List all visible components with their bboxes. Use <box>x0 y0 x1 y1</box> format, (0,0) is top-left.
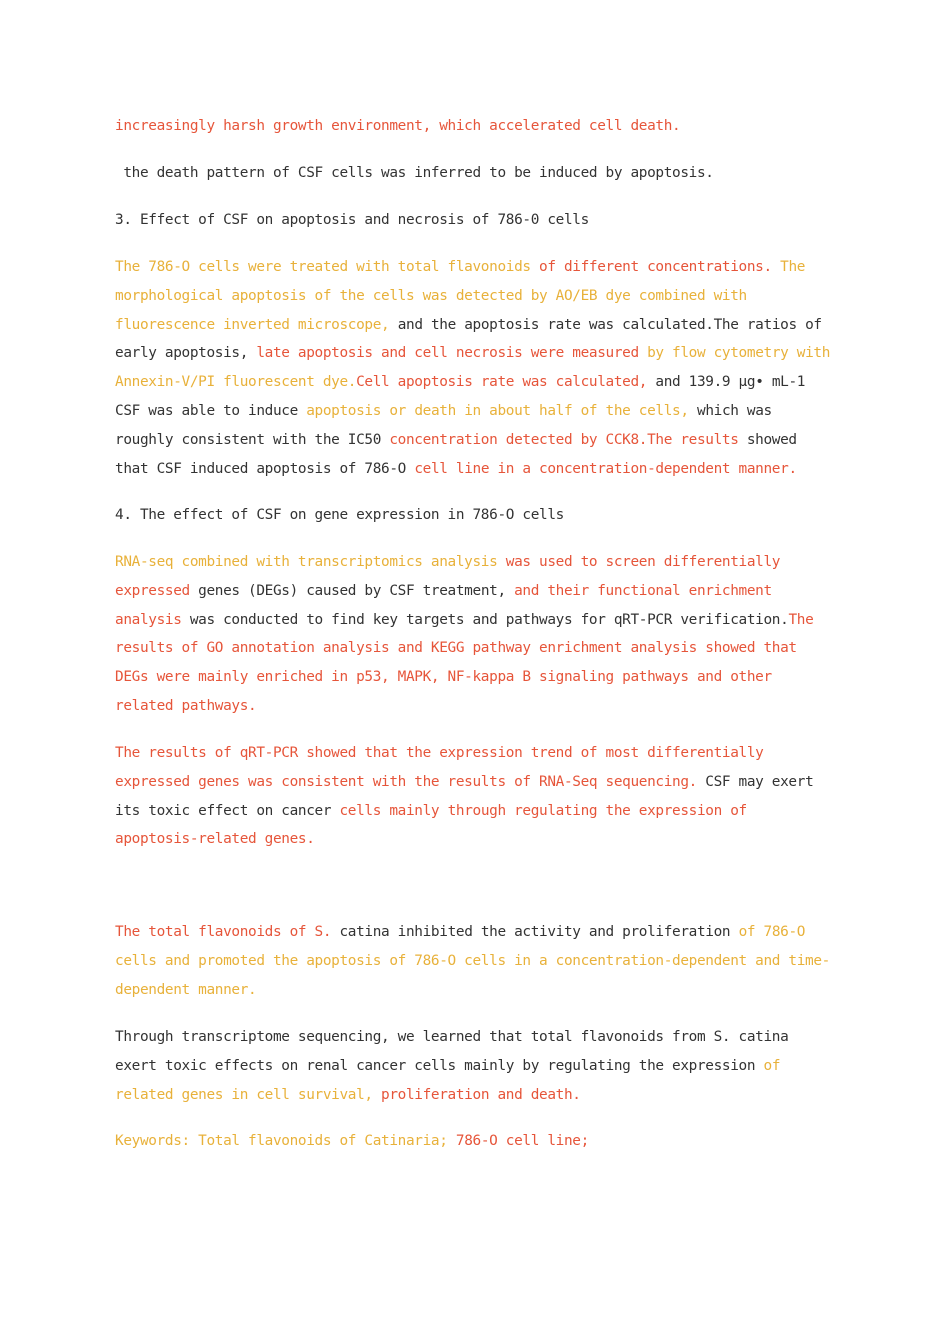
text-segment: proliferation and death. <box>381 1086 581 1103</box>
text-segment: The results of qRT-PCR showed that the expression trend of most differentially expressed genes was consistent with the results of RNA-Seq sequencing. <box>115 745 764 790</box>
text-segment: cells mainly through regulating the expression of apoptosis-related genes. <box>115 802 747 848</box>
text-segment: by flow cytometry with Annexin-V/PI fluorescent dye. <box>115 345 831 391</box>
text-segment: and their functional enrichment analysis <box>115 582 772 628</box>
text-segment: which was roughly consistent with the IC50 <box>115 402 772 448</box>
section-heading-3 <box>115 206 835 235</box>
keywords-line <box>115 1127 835 1156</box>
text-segment: genes (DEGs) caused by CSF treatment, <box>198 582 515 599</box>
text-segment: was used to screen differentially expressed <box>115 554 781 599</box>
text-segment: The total flavonoids of S. <box>115 924 340 940</box>
paragraph-apoptosis-results <box>115 253 835 483</box>
text-segment: Through transcriptome sequencing, we learned that total flavonoids from S. catina exert toxic effects on renal cancer cells mainly by regulating the expression <box>115 1029 789 1074</box>
text-segment: of related genes in cell survival, <box>115 1057 781 1103</box>
text-segment: apoptosis or death in about half of the cells, <box>306 402 697 419</box>
section-heading-4 <box>115 501 835 530</box>
text-segment: late apoptosis and cell necrosis were measured <box>256 345 648 362</box>
text-segment: of 786-O cells and promoted the apoptosis of 786-O cells in a concentration-dependent and time-dependent manner. <box>115 924 830 998</box>
text-segment: The results of GO annotation analysis and KEGG pathway enrichment analysis showed that DEGs were mainly enriched in p53, MAPK, NF-kappa B signaling pathways and other related pathways. <box>115 611 814 714</box>
text-segment: Keywords: Total flavonoids of Catinaria; <box>115 1133 456 1149</box>
text-segment: The morphological apoptosis of the cells was detected by AO/EB dye combined with fluorescence inverted microscope, <box>115 259 806 333</box>
text-segment: catina inhibited the activity and proliferation <box>339 924 739 940</box>
text-segment: cell line in a concentration-dependent manner. <box>414 460 797 477</box>
paragraph-conclusion-2 <box>115 1023 835 1109</box>
text-segment: and the apoptosis rate was calculated.The ratios of early apoptosis, <box>115 316 822 362</box>
paragraph-cell-death <box>115 112 835 141</box>
text-segment: CSF may exert its toxic effect on cancer <box>115 773 814 819</box>
paragraph-death-pattern <box>115 159 835 188</box>
text-segment: Cell apoptosis rate was calculated, <box>356 374 656 391</box>
text-segment: showed that CSF induced apoptosis of 786-O <box>115 431 797 477</box>
paragraph-qrtpcr <box>115 739 835 854</box>
text-segment: 4. The effect of CSF on gene expression in 786-O cells <box>115 507 564 523</box>
text-segment: of different concentrations. <box>539 259 781 275</box>
text-segment: The 786-O cells were treated with total flavonoids <box>115 259 540 275</box>
paragraph-conclusion-1 <box>115 918 835 1004</box>
text-segment: 786-O cell line; <box>455 1133 589 1149</box>
text-segment: and 139.9 μg• mL-1 CSF was able to induce <box>115 374 806 419</box>
text-segment: increasingly harsh growth environment, which accelerated cell death. <box>115 118 681 134</box>
text-segment: was conducted to find key targets and pathways for qRT-PCR verification. <box>189 611 789 628</box>
text-segment: the death pattern of CSF cells was inferred to be induced by apoptosis. <box>115 165 714 181</box>
text-segment: concentration detected by CCK8.The results <box>389 431 747 448</box>
text-segment: 3. Effect of CSF on apoptosis and necrosis of 786-0 cells <box>115 212 589 228</box>
text-segment: RNA-seq combined with transcriptomics analysis <box>115 554 506 570</box>
paragraph-rnaseq <box>115 548 835 721</box>
